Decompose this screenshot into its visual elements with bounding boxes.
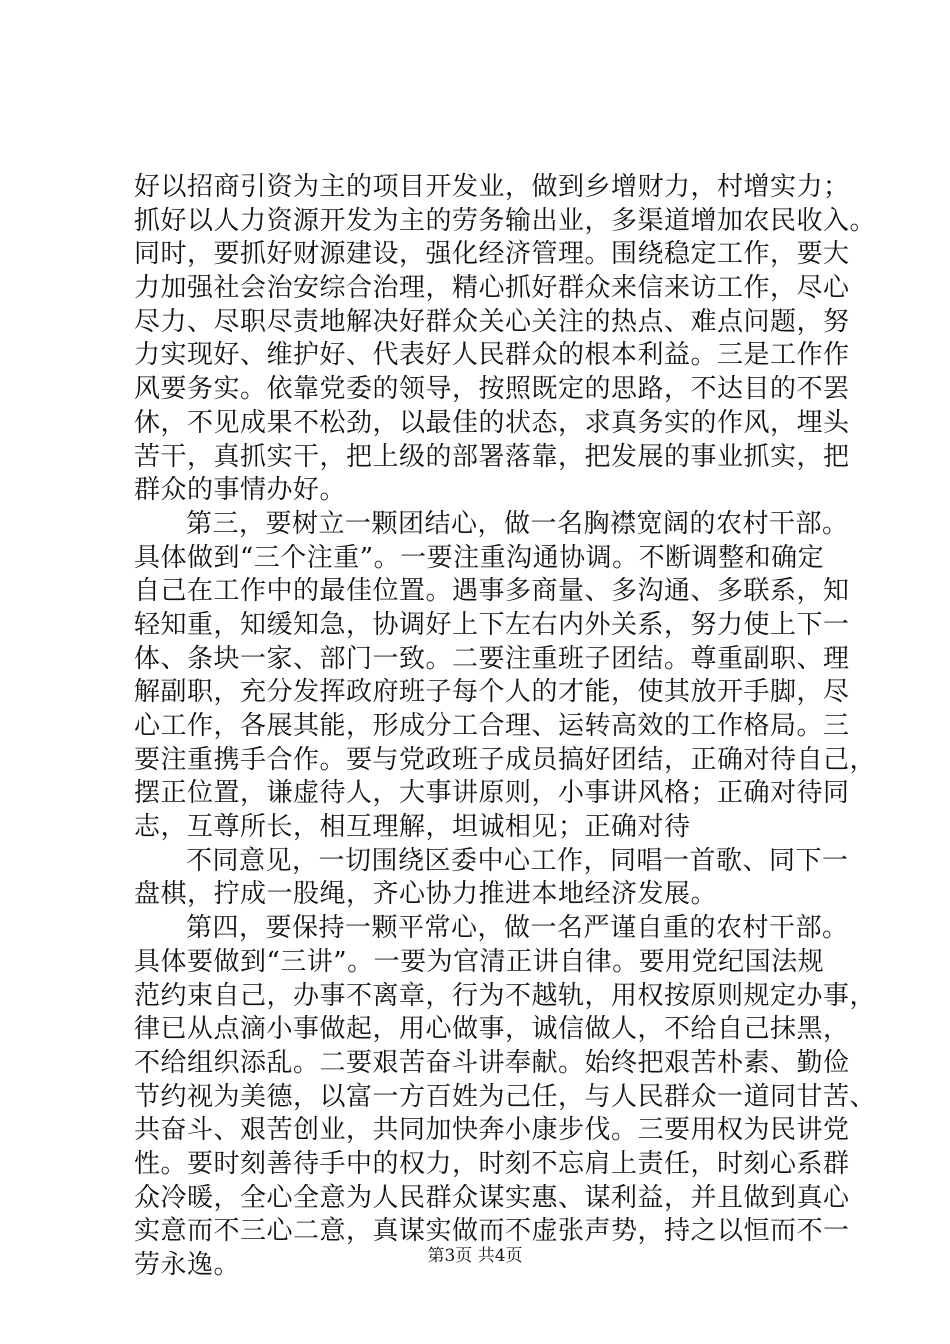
text-line: 节约视为美德，以富一方百姓为己任，与人民群众一道同甘苦、 [134,1081,877,1112]
text-line: 群众的事情办好。 [134,475,347,506]
text-line: 众冷暖，全心全意为人民群众谋实惠、谋利益，并且做到真心 [134,1182,850,1213]
text-line: 力实现好、维护好、代表好人民群众的根本利益。三是工作作 [134,340,850,371]
text-line: 志，互尊所长，相互理解，坦诚相见；正确对待 [134,812,691,843]
text-line: 范约束自己，办事不离章，行为不越轨，用权按原则规定办事， [134,980,877,1011]
text-line: 力加强社会治安综合治理，精心抓好群众来信来访工作，尽心 [134,273,850,304]
text-line: 轻知重，知缓知急，协调好上下左右内外关系，努力使上下一 [134,609,850,640]
text-line: 共奋斗、艰苦创业，共同加快奔小康步伐。三要用权为民讲党 [134,1115,850,1146]
text-line: 解副职，充分发挥政府班子每个人的才能，使其放开手脚，尽 [134,677,850,708]
text-line: 实意而不三心二意，真谋实做而不虚张声势，持之以恒而不一 [134,1216,850,1247]
page-footer: 第3页 共4页 [427,1246,523,1266]
text-line: 律已从点滴小事做起，用心做事，诚信做人，不给自己抹黑， [134,1014,850,1045]
text-line: 具体要做到“三讲”。一要为官清正讲自律。要用党纪国法规 [134,946,825,977]
text-line: 尽力、尽职尽责地解决好群众关心关注的热点、难点问题，努 [134,306,850,337]
text-line: 心工作，各展其能，形成分工合理、运转高效的工作格局。三 [134,711,850,741]
text-line: 第三，要树立一颗团结心，做一名胸襟宽阔的农村干部。 [186,508,849,539]
text-line: 自己在工作中的最佳位置。遇事多商量、多沟通、多联系，知 [134,576,850,607]
text-line: 第四，要保持一颗平常心，做一名严谨自重的农村干部。 [186,913,849,944]
text-line: 性。要时刻善待手中的权力，时刻不忘肩上责任，时刻心系群 [134,1148,850,1179]
text-line: 不同意见，一切围绕区委中心工作，同唱一首歌、同下一 [186,845,849,876]
text-line: 具体做到“三个注重”。一要注重沟通协调。不断调整和确定 [134,542,825,573]
text-line: 要注重携手合作。要与党政班子成员搞好团结，正确对待自己， [134,744,877,775]
text-line: 同时，要抓好财源建设，强化经济管理。围绕稳定工作，要大 [134,239,850,270]
text-line: 盘棋，拧成一股绳，齐心协力推进本地经济发展。 [134,879,718,910]
text-line: 劳永逸。 [134,1250,241,1280]
text-line: 好以招商引资为主的项目开发业，做到乡增财力，村增实力； [134,172,850,202]
text-line: 抓好以人力资源开发为主的劳务输出业，多渠道增加农民收入。 [134,205,877,236]
text-line: 苦干，真抓实干，把上级的部署落靠，把发展的事业抓实，把 [134,441,850,472]
text-line: 体、条块一家、部门一致。二要注重班子团结。尊重副职、理 [134,643,850,674]
text-line: 风要务实。依靠党委的领导，按照既定的思路，不达目的不罢 [134,374,850,405]
text-line: 摆正位置，谦虚待人，大事讲原则，小事讲风格；正确对待同 [134,778,850,809]
text-line: 不给组织添乱。二要艰苦奋斗讲奉献。始终把艰苦朴素、勤俭 [134,1047,850,1078]
document-body [134,171,877,1283]
text-line: 休，不见成果不松劲，以最佳的状态，求真务实的作风，埋头 [134,407,850,438]
